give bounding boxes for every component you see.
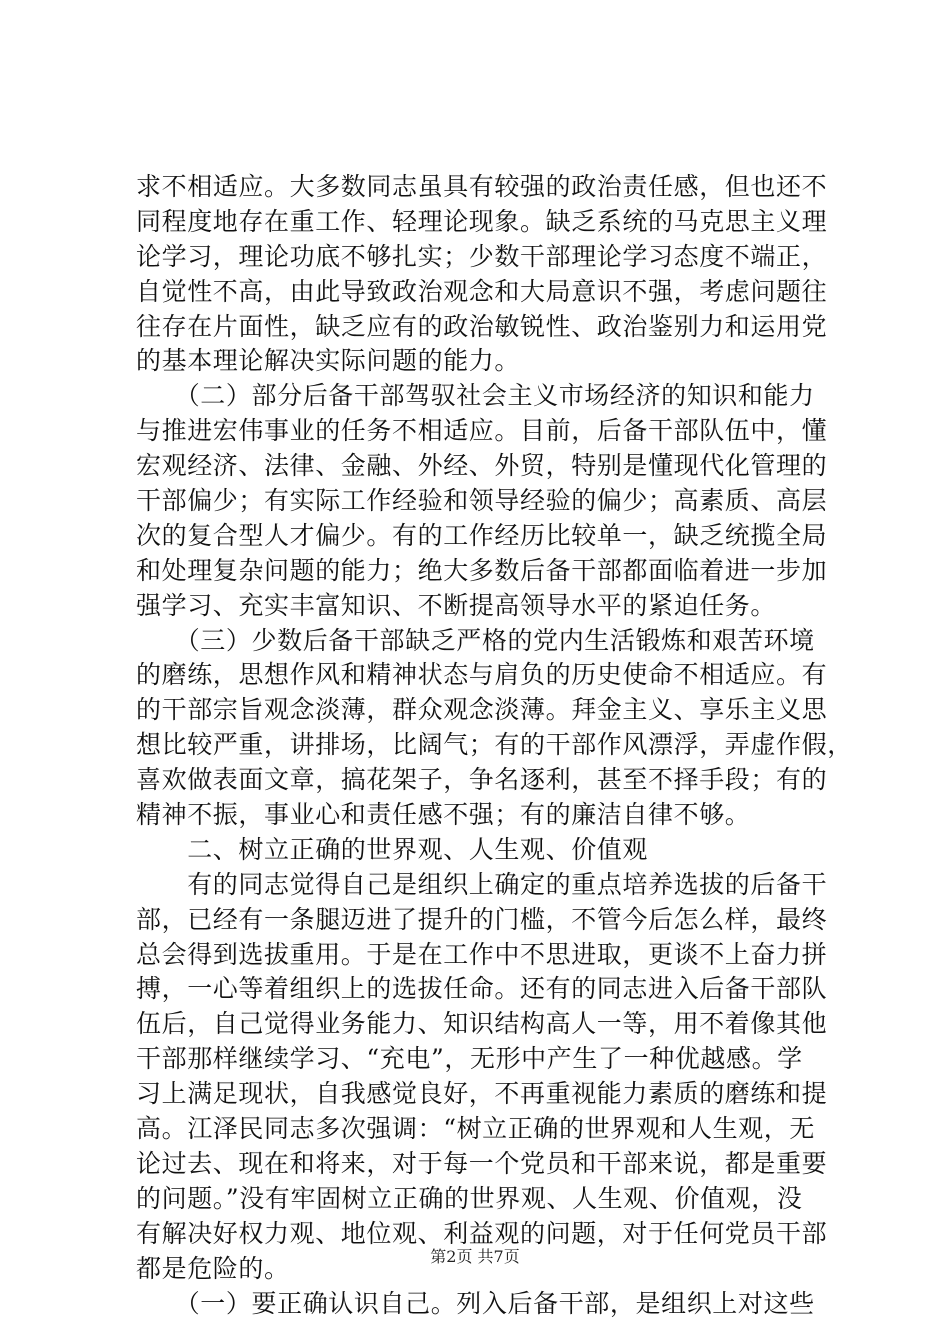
text-line: 喜欢做表面文章，搞花架子，争名逐利，甚至不择手段；有的	[136, 765, 828, 795]
text-line: 部，已经有一条腿迈进了提升的门槛，不管今后怎么样，最终	[136, 904, 828, 934]
text-line: （三）少数后备干部缺乏严格的党内生活锻炼和艰苦环境	[136, 625, 815, 655]
text-line: 往存在片面性，缺乏应有的政治敏锐性、政治鉴别力和运用党	[136, 311, 828, 341]
text-line: 强学习、充实丰富知识、不断提高领导水平的紧迫任务。	[136, 590, 777, 620]
text-line: 有解决好权力观、地位观、利益观的问题，对于任何党员干部	[136, 1218, 828, 1248]
text-line: （一）要正确认识自己。列入后备干部，是组织上对这些	[136, 1288, 815, 1318]
page-footer: 第2页 共7页	[430, 1247, 520, 1266]
text-line: 宏观经济、法律、金融、外经、外贸，特别是懂现代化管理的	[136, 451, 828, 481]
text-line: 求不相适应。大多数同志虽具有较强的政治责任感，但也还不	[136, 172, 828, 201]
text-line: 高。江泽民同志多次强调：“树立正确的世界观和人生观，无	[136, 1114, 815, 1144]
text-line: 干部那样继续学习、“充电”，无形中产生了一种优越感。学	[136, 1044, 803, 1074]
text-line: 伍后，自己觉得业务能力、知识结构高人一等，用不着像其他	[136, 1009, 828, 1039]
text-line: 和处理复杂问题的能力；绝大多数后备干部都面临着进一步加	[136, 555, 828, 585]
text-line: 同程度地存在重工作、轻理论现象。缺乏系统的马克思主义理	[136, 206, 828, 236]
text-line: 的磨练，思想作风和精神状态与肩负的历史使命不相适应。有	[136, 660, 828, 690]
text-line: 习上满足现状，自我感觉良好，不再重视能力素质的磨练和提	[136, 1079, 828, 1109]
text-line: 精神不振，事业心和责任感不强；有的廉洁自律不够。	[136, 800, 751, 830]
body-text	[136, 170, 856, 1321]
text-line: 的干部宗旨观念淡薄，群众观念淡薄。拜金主义、享乐主义思	[136, 695, 828, 725]
text-line: 与推进宏伟事业的任务不相适应。目前，后备干部队伍中，懂	[136, 416, 828, 446]
text-line: 次的复合型人才偏少。有的工作经历比较单一，缺乏统揽全局	[136, 520, 828, 550]
text-line: 论过去、现在和将来，对于每一个党员和干部来说，都是重要	[136, 1148, 828, 1178]
text-line: （二）部分后备干部驾驭社会主义市场经济的知识和能力	[136, 381, 815, 411]
text-line: 有的同志觉得自己是组织上确定的重点培养选拔的后备干	[136, 869, 828, 899]
text-line: 二、树立正确的世界观、人生观、价值观	[136, 834, 649, 864]
text-line: 论学习，理论功底不够扎实；少数干部理论学习态度不端正，	[136, 241, 828, 271]
text-line: 搏，一心等着组织上的选拔任命。还有的同志进入后备干部队	[136, 974, 828, 1004]
text-line: 想比较严重，讲排场，比阔气；有的干部作风漂浮，弄虚作假，	[136, 730, 853, 760]
text-line: 总会得到选拔重用。于是在工作中不思进取，更谈不上奋力拼	[136, 939, 828, 969]
text-line: 都是危险的。	[136, 1253, 290, 1283]
text-line: 的基本理论解决实际问题的能力。	[136, 346, 521, 376]
text-line: 的问题。”没有牢固树立正确的世界观、人生观、价值观，没	[136, 1183, 803, 1213]
text-line: 干部偏少；有实际工作经验和领导经验的偏少；高素质、高层	[136, 486, 828, 516]
text-line: 自觉性不高，由此导致政治观念和大局意识不强，考虑问题往	[136, 276, 828, 306]
